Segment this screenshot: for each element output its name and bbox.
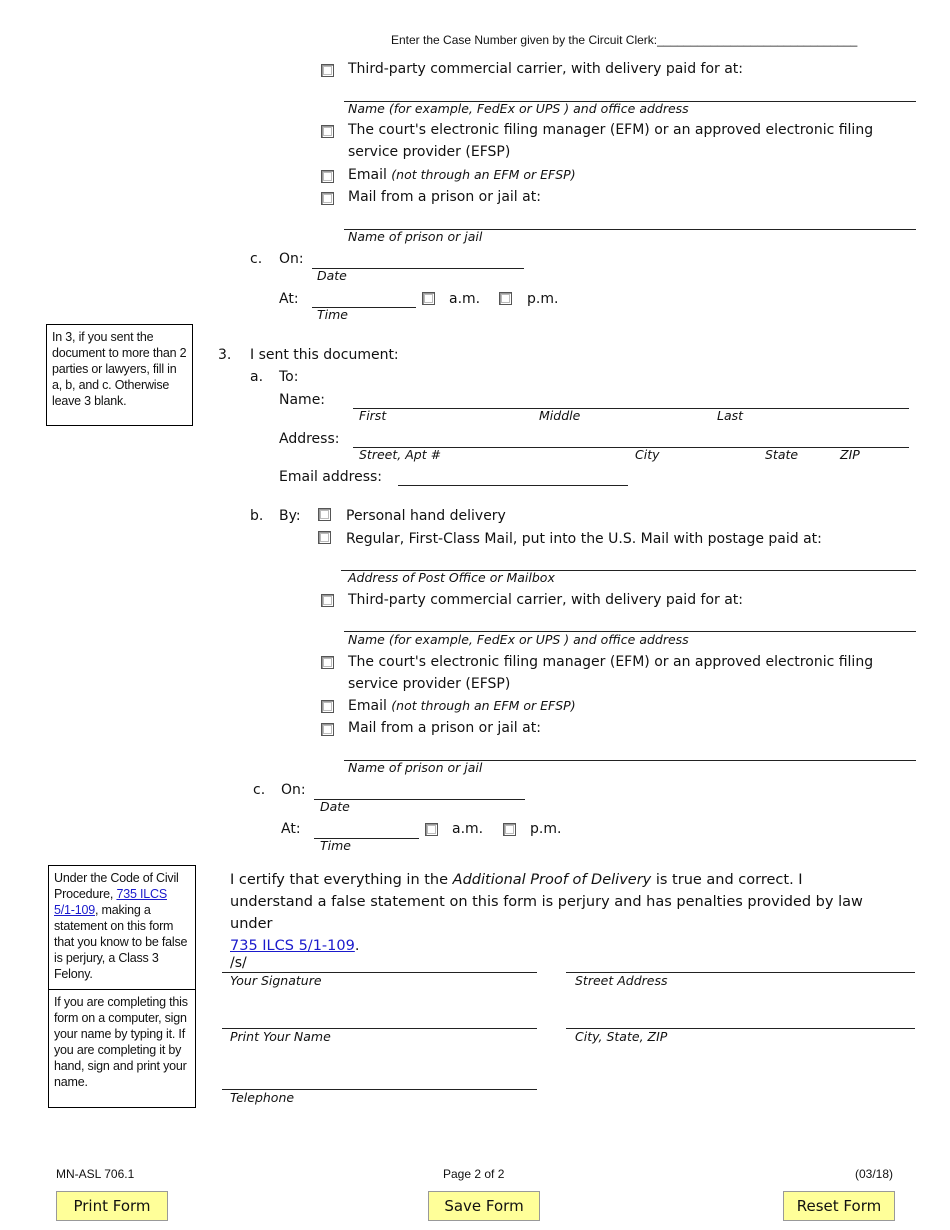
certify-italic: Additional Proof of Delivery xyxy=(452,872,652,888)
carrier-caption-3: Name (for example, FedEx or UPS ) and office address xyxy=(348,632,689,647)
name-label: Name: xyxy=(279,392,326,408)
street-caption: Street, Apt # xyxy=(359,447,442,462)
po-caption: Address of Post Office or Mailbox xyxy=(348,570,555,585)
section3-title: I sent this document: xyxy=(250,347,399,363)
form-date: (03/18) xyxy=(855,1167,894,1181)
prison-caption: Name of prison or jail xyxy=(348,229,483,244)
pm-label: p.m. xyxy=(527,291,559,307)
email-address-line[interactable] xyxy=(398,485,628,486)
am-checkbox[interactable] xyxy=(422,292,435,305)
email-label-3-text: Email xyxy=(348,698,387,714)
last-caption: Last xyxy=(717,408,744,423)
carrier-label-3: Third-party commercial carrier, with delivery paid for at: xyxy=(348,592,744,608)
sign-note-box xyxy=(48,989,196,1108)
carrier-caption: Name (for example, FedEx or UPS ) and office address xyxy=(348,101,689,116)
perjury-note-text xyxy=(54,870,190,982)
on-label-3: On: xyxy=(281,782,306,798)
form-id: MN-ASL 706.1 xyxy=(56,1167,135,1181)
telephone-caption: Telephone xyxy=(230,1090,295,1105)
am-label-3: a.m. xyxy=(452,821,484,837)
time-caption: Time xyxy=(317,307,348,322)
certify-pre: I certify that everything in the xyxy=(230,872,449,888)
prison-label-3: Mail from a prison or jail at: xyxy=(348,720,541,736)
date-caption: Date xyxy=(317,268,347,283)
case-number-label-text: Enter the Case Number given by the Circuit Clerk: xyxy=(391,33,658,47)
save-form-button[interactable]: Save Form xyxy=(428,1191,540,1221)
print-form-button[interactable]: Print Form xyxy=(56,1191,168,1221)
sign-note-text: If you are completing this form on a computer, sign your name by typing it. If you are completing it by hand, sign and print your name. xyxy=(54,995,188,1089)
email-label-3 xyxy=(348,698,576,714)
perjury-statute-link[interactable]: 735 ILCS 5/1-109 xyxy=(54,887,167,917)
c-letter-3: c. xyxy=(253,782,266,798)
signature-value[interactable]: /s/ xyxy=(230,955,247,971)
c-letter: c. xyxy=(250,251,263,267)
first-caption: First xyxy=(359,408,387,423)
to-label: To: xyxy=(279,369,299,385)
email-address-label: Email address: xyxy=(279,469,383,485)
regular-mail-checkbox[interactable] xyxy=(318,531,331,544)
pm-checkbox[interactable] xyxy=(499,292,512,305)
certify-mid: is true and correct. I understand a false statement on this form is perjury and has penalties provided by law under xyxy=(230,872,863,932)
email-checkbox[interactable] xyxy=(321,170,334,183)
perjury-note-post: , making a statement on this form that you know to be false is perjury, a Class 3 Felony. xyxy=(54,903,188,981)
efm-checkbox[interactable] xyxy=(321,125,334,138)
name-line[interactable] xyxy=(353,408,909,409)
efm-label-3-line1: The court's electronic filing manager (EFM) or an approved electronic filing xyxy=(348,654,874,670)
b-letter: b. xyxy=(250,508,264,524)
case-number-label xyxy=(391,33,857,47)
certify-statute-link[interactable]: 735 ILCS 5/1-109 xyxy=(230,938,355,954)
email-checkbox-3[interactable] xyxy=(321,700,334,713)
page-number: Page 2 of 2 xyxy=(443,1167,505,1181)
carrier-checkbox-3[interactable] xyxy=(321,594,334,607)
prison-checkbox-3[interactable] xyxy=(321,723,334,736)
date-caption-3: Date xyxy=(320,799,350,814)
email-label-text: Email xyxy=(348,167,387,183)
signature-caption: Your Signature xyxy=(230,973,322,988)
efm-label-line2: service provider (EFSP) xyxy=(348,144,511,160)
by-label: By: xyxy=(279,508,301,524)
middle-caption: Middle xyxy=(539,408,581,423)
certify-end: . xyxy=(354,938,360,954)
section3-number: 3. xyxy=(218,347,232,363)
time-caption-3: Time xyxy=(320,838,351,853)
state-caption: State xyxy=(765,447,799,462)
regular-mail-label: Regular, First-Class Mail, put into the U.S. Mail with postage paid at: xyxy=(346,531,822,547)
print-name-caption: Print Your Name xyxy=(230,1029,331,1044)
efm-label-line1: The court's electronic filing manager (EFM) or an approved electronic filing xyxy=(348,122,874,138)
personal-checkbox[interactable] xyxy=(318,508,331,521)
city-state-zip-caption: City, State, ZIP xyxy=(575,1029,668,1044)
prison-caption-3: Name of prison or jail xyxy=(348,760,483,775)
address-label: Address: xyxy=(279,431,340,447)
on-label: On: xyxy=(279,251,304,267)
at-label: At: xyxy=(279,291,299,307)
email-label xyxy=(348,167,576,183)
section3-note-text: In 3, if you sent the document to more than 2 parties or lawyers, fill in a, b, and c. Otherwise leave 3 blank. xyxy=(52,330,187,408)
carrier-checkbox[interactable] xyxy=(321,64,334,77)
case-number-field[interactable]: ______________________________ xyxy=(657,33,858,47)
perjury-note-box xyxy=(48,865,196,990)
efm-checkbox-3[interactable] xyxy=(321,656,334,669)
personal-label: Personal hand delivery xyxy=(346,508,506,524)
certify-text xyxy=(230,869,890,957)
email-note-3: (not through an EFM or EFSP) xyxy=(391,698,576,713)
prison-label: Mail from a prison or jail at: xyxy=(348,189,541,205)
reset-form-button[interactable]: Reset Form xyxy=(783,1191,895,1221)
carrier-label: Third-party commercial carrier, with delivery paid for at: xyxy=(348,61,744,77)
at-label-3: At: xyxy=(281,821,301,837)
efm-label-3-line2: service provider (EFSP) xyxy=(348,676,511,692)
perjury-note-pre: Under the Code of Civil Procedure, xyxy=(54,871,179,901)
zip-caption: ZIP xyxy=(840,447,860,462)
pm-checkbox-3[interactable] xyxy=(503,823,516,836)
section3-note-box xyxy=(46,324,193,426)
a-letter: a. xyxy=(250,369,264,385)
email-note: (not through an EFM or EFSP) xyxy=(391,167,576,182)
am-checkbox-3[interactable] xyxy=(425,823,438,836)
am-label: a.m. xyxy=(449,291,481,307)
city-caption: City xyxy=(635,447,660,462)
prison-checkbox[interactable] xyxy=(321,192,334,205)
street-address-caption: Street Address xyxy=(575,973,668,988)
pm-label-3: p.m. xyxy=(530,821,562,837)
